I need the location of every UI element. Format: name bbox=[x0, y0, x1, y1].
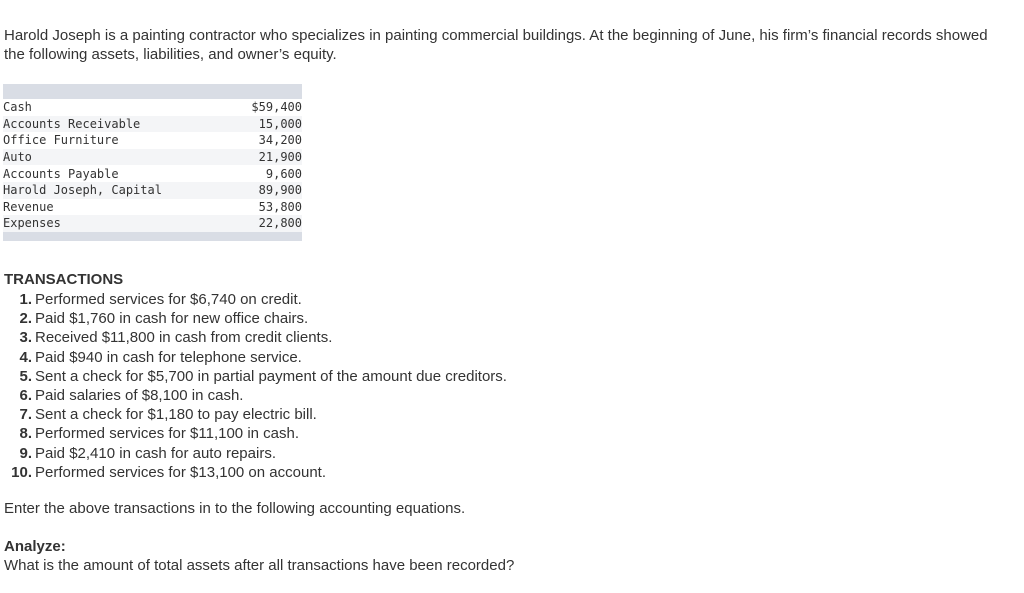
analyze-question: What is the amount of total assets after all transactions have been recorded? bbox=[4, 557, 515, 574]
list-item bbox=[4, 386, 507, 405]
item-text: Sent a check for $1,180 to pay electric bill. bbox=[35, 406, 317, 424]
list-item bbox=[4, 405, 507, 424]
table-footer-band bbox=[3, 232, 302, 241]
table-row bbox=[3, 132, 302, 149]
item-text: Performed services for $13,100 on account. bbox=[35, 463, 326, 481]
item-text: Paid $1,760 in cash for new office chairs. bbox=[35, 310, 309, 328]
account-amount: 21,900 bbox=[258, 150, 302, 165]
account-name: Office Furniture bbox=[3, 133, 119, 148]
account-name: Auto bbox=[3, 150, 32, 165]
list-item bbox=[4, 290, 507, 309]
table-row bbox=[3, 165, 302, 182]
item-number: 10. bbox=[11, 463, 32, 481]
item-number: 6. bbox=[19, 387, 32, 405]
opening-balances-table bbox=[3, 84, 302, 241]
item-text: Performed services for $6,740 on credit. bbox=[35, 291, 302, 308]
account-name: Accounts Payable bbox=[3, 166, 119, 181]
item-number: 5. bbox=[19, 367, 32, 385]
item-number: 3. bbox=[19, 329, 32, 347]
list-item bbox=[4, 328, 507, 347]
account-amount: 15,000 bbox=[258, 116, 302, 131]
list-item bbox=[4, 367, 507, 386]
account-name: Expenses bbox=[3, 216, 61, 231]
account-name: Revenue bbox=[3, 199, 54, 214]
list-item bbox=[4, 463, 507, 482]
item-number: 2. bbox=[19, 310, 32, 328]
account-amount: 34,200 bbox=[258, 133, 302, 148]
table-row bbox=[3, 215, 302, 232]
item-text: Sent a check for $5,700 in partial payment of the amount due creditors. bbox=[35, 367, 507, 385]
account-amount: $59,400 bbox=[251, 100, 302, 115]
item-text: Performed services for $11,100 in cash. bbox=[35, 425, 300, 443]
item-text: Paid $2,410 in cash for auto repairs. bbox=[35, 444, 276, 462]
account-amount: 89,900 bbox=[258, 183, 302, 198]
item-number: 4. bbox=[19, 348, 32, 366]
table-row bbox=[3, 149, 302, 166]
account-name: Cash bbox=[3, 100, 32, 115]
transactions-heading: TRANSACTIONS bbox=[4, 271, 124, 288]
item-text: Paid $940 in cash for telephone service. bbox=[35, 348, 302, 366]
item-number: 1. bbox=[19, 291, 32, 308]
item-text: Received $11,800 in cash from credit clients. bbox=[35, 329, 333, 347]
item-text: Paid salaries of $8,100 in cash. bbox=[35, 387, 244, 405]
account-amount: 9,600 bbox=[265, 166, 302, 181]
list-item bbox=[4, 424, 507, 443]
instruction-text: Enter the above transactions in to the following accounting equations. bbox=[4, 500, 466, 517]
list-item bbox=[4, 309, 507, 328]
table-row bbox=[3, 99, 302, 116]
table-header-band bbox=[3, 84, 302, 99]
analyze-label: Analyze: bbox=[4, 538, 66, 555]
item-number: 8. bbox=[19, 425, 32, 443]
table-row bbox=[3, 116, 302, 133]
item-number: 7. bbox=[19, 406, 32, 424]
list-item bbox=[4, 444, 507, 463]
table-row bbox=[3, 182, 302, 199]
transactions-list bbox=[4, 290, 507, 482]
table-row bbox=[3, 199, 302, 216]
problem-intro: Harold Joseph is a painting contractor who specializes in painting commercial buildings. At the beginning of June, his firm’s financial records showed the following assets, liabilities, and owner’s equity. bbox=[4, 27, 988, 63]
account-name: Harold Joseph, Capital bbox=[3, 183, 162, 198]
account-amount: 53,800 bbox=[258, 199, 302, 214]
account-amount: 22,800 bbox=[258, 216, 302, 231]
item-number: 9. bbox=[19, 444, 32, 462]
list-item bbox=[4, 348, 507, 367]
account-name: Accounts Receivable bbox=[3, 116, 141, 131]
